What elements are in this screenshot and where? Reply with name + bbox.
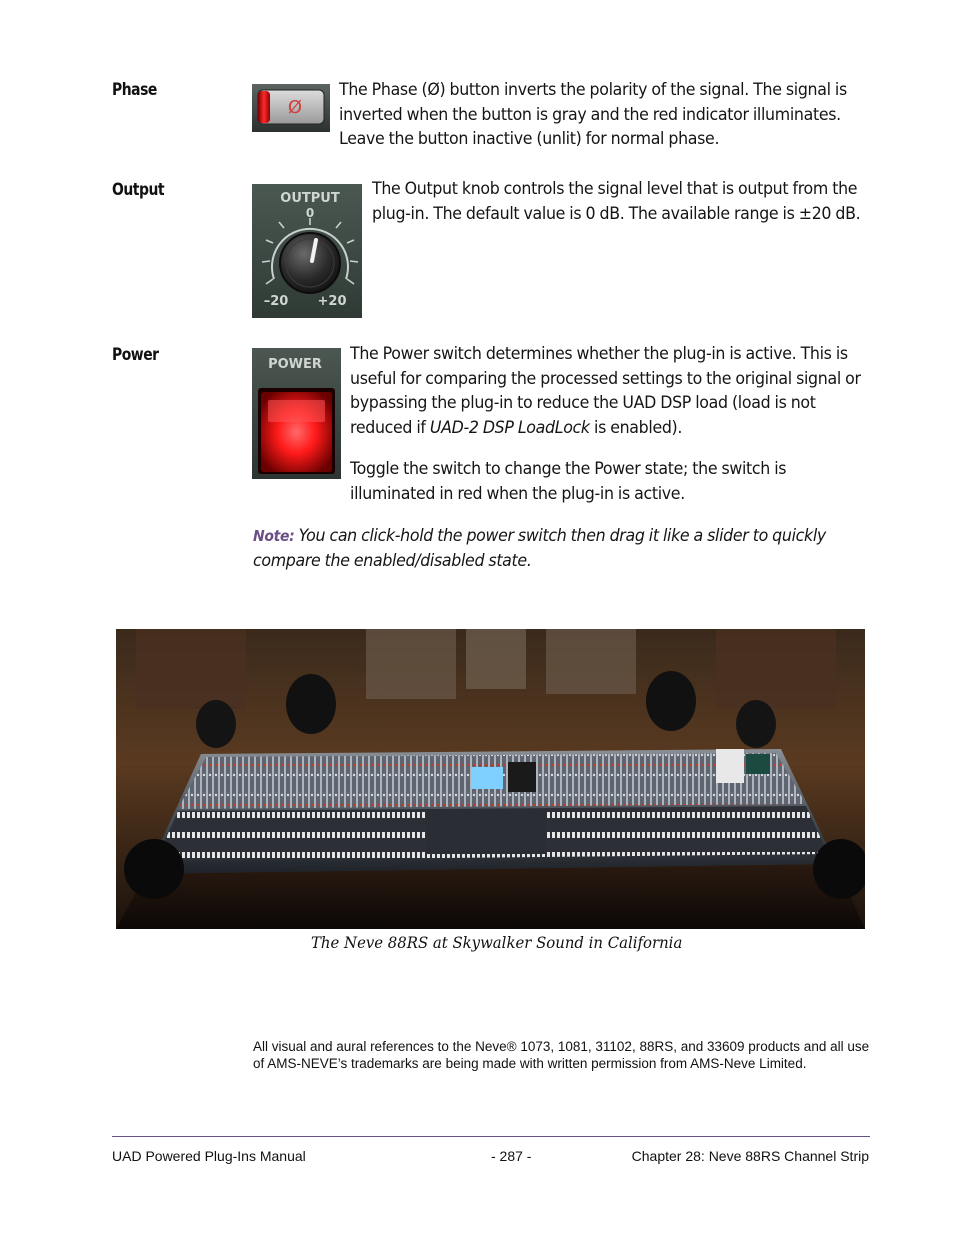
output-description: The Output knob controls the signal level that is output from the plug-in. The default value is 0 dB. The available range is ±20 dB. xyxy=(372,179,861,224)
svg-text:OUTPUT: OUTPUT xyxy=(280,191,340,206)
footer-rule xyxy=(112,1136,870,1137)
svg-text:–20: –20 xyxy=(263,294,289,309)
svg-text:POWER: POWER xyxy=(268,357,322,372)
footer-chapter-title: Chapter 28: Neve 88RS Channel Strip xyxy=(631,1148,869,1164)
phase-heading: Phase xyxy=(112,80,157,100)
phase-button-image xyxy=(252,84,330,132)
power-description: The Power switch determines whether the plug-in is active. This is useful for comparing the processed settings to the original signal or bypassing the plug-in to reduce the UAD DSP load (load is not reduced if UAD-2 DSP LoadLock is enabled). xyxy=(350,344,861,438)
photo-caption: The Neve 88RS at Skywalker Sound in California xyxy=(311,933,683,952)
phase-description: The Phase (Ø) button inverts the polarity of the signal. The signal is inverted when the button is gray and the red indicator illuminates. Leave the button inactive (unlit) for normal phase. xyxy=(339,80,847,150)
power-toggle-text: Toggle the switch to change the Power state; the switch is illuminated in red when the plug-in is active. xyxy=(350,459,787,504)
output-knob-image xyxy=(252,184,362,318)
phase-glyph-icon: Ø xyxy=(287,97,303,118)
neve-console-photo xyxy=(116,629,865,929)
power-switch-image xyxy=(252,348,341,479)
power-heading: Power xyxy=(112,345,159,365)
trademark-notice: All visual and aural references to the Neve® 1073, 1081, 31102, 88RS, and 33609 products and all use of AMS-NEVE’s trademarks are being made with written permission from AMS-Neve Limited. xyxy=(253,1039,870,1071)
note-label: Note: xyxy=(253,527,295,545)
footer-manual-title: UAD Powered Plug-Ins Manual xyxy=(112,1148,306,1164)
footer-page-number: - 287 - xyxy=(491,1148,532,1164)
svg-text:0: 0 xyxy=(305,206,315,220)
power-note: Note: You can click-hold the power switch then drag it like a slider to quickly compare the enabled/disabled state. xyxy=(253,526,826,571)
svg-text:+20: +20 xyxy=(317,294,347,309)
output-heading: Output xyxy=(112,180,165,200)
